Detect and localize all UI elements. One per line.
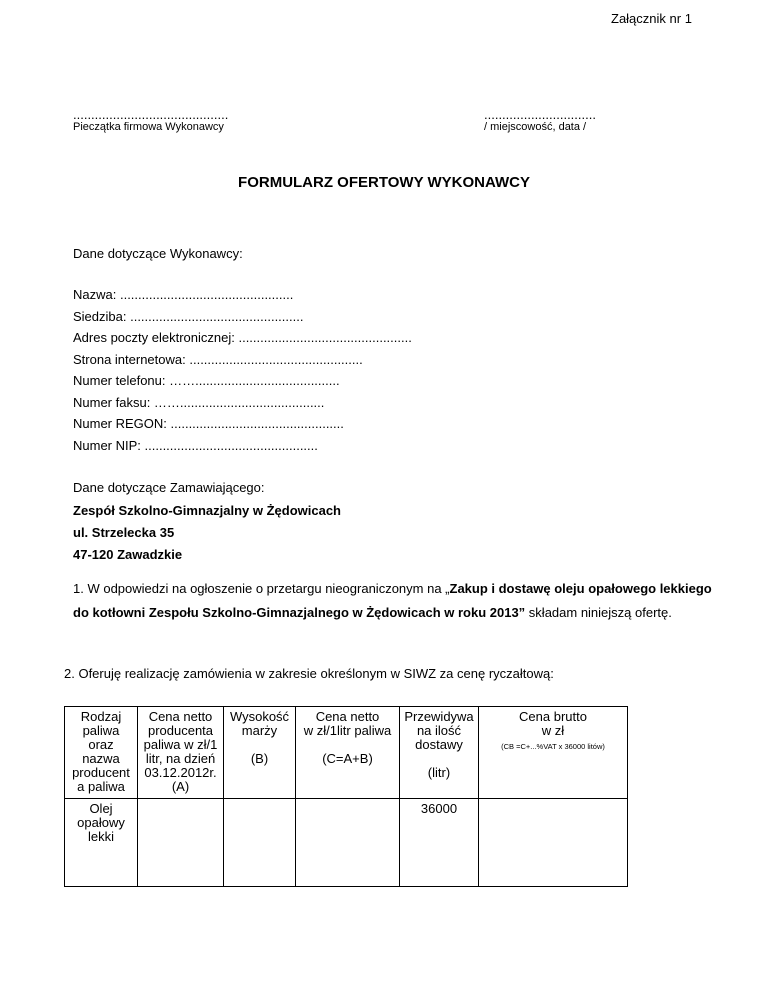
header-line: Cena netto <box>315 709 380 724</box>
field-dots: ……........................................ <box>153 395 325 410</box>
contractor-field-name <box>73 287 293 302</box>
field-label: Numer telefonu: <box>73 373 170 388</box>
stamp-label: Pieczątka firmowa Wykonawcy <box>73 121 224 133</box>
field-dots: ................................................ <box>189 352 363 367</box>
header-line: oraz <box>88 737 114 752</box>
cell-gross-price[interactable] <box>479 799 628 887</box>
field-label: Strona internetowa: <box>73 352 190 367</box>
point-2-text: 2. Oferuję realizację zamówienia w zakresie określonym w SIWZ za cenę ryczałtową: <box>64 666 554 681</box>
header-gross-price <box>479 707 628 799</box>
header-line: a paliwa <box>77 779 125 794</box>
field-label: Numer REGON: <box>73 416 171 431</box>
cell-net-price[interactable] <box>296 799 400 887</box>
table-row <box>65 799 628 887</box>
header-line: (litr) <box>427 765 451 780</box>
contractor-heading: Dane dotyczące Wykonawcy: <box>73 246 243 261</box>
header-line: dostawy <box>415 737 463 752</box>
client-city: 47-120 Zawadzkie <box>73 547 183 562</box>
gross-price-formula: (CB =C+...%VAT x 36000 litów) <box>501 742 605 751</box>
client-street: ul. Strzelecka 35 <box>73 525 175 540</box>
header-line: nazwa <box>82 751 120 766</box>
field-dots: ................................................ <box>130 309 304 324</box>
header-line: 03.12.2012r. <box>144 765 217 780</box>
point-1-subject: Zakup i dostawę oleju opałowego lekkiego do kotłowni Zespołu Szkolno-Gimnazjalnego w Żędowicach w roku 2013” <box>73 581 712 620</box>
field-label: Numer faksu: <box>73 395 154 410</box>
header-line: producent <box>72 765 130 780</box>
field-dots: ................................................ <box>170 416 344 431</box>
header-line: w zł <box>541 723 565 738</box>
cell-quantity: 36000 <box>400 799 479 887</box>
contractor-field-website <box>73 352 363 367</box>
table-header-row <box>65 707 628 799</box>
header-line: (C=A+B) <box>322 751 373 766</box>
contractor-field-fax <box>73 395 324 410</box>
header-line: Cena brutto <box>519 709 587 724</box>
header-quantity <box>400 707 479 799</box>
client-name: Zespół Szkolno-Gimnazjalny w Żędowicach <box>73 503 341 518</box>
point-1-suffix: składam niniejszą ofertę. <box>525 605 672 620</box>
header-net-price <box>296 707 400 799</box>
header-fuel-type <box>65 707 138 799</box>
field-dots: ................................................ <box>238 330 412 345</box>
header-line: Przewidywa <box>404 709 474 724</box>
contractor-field-regon <box>73 416 344 431</box>
offer-table <box>64 706 628 887</box>
field-label: Siedziba: <box>73 309 131 324</box>
place-date-label: / miejscowość, data / <box>484 121 587 133</box>
cell-producer-price[interactable] <box>138 799 224 887</box>
contractor-field-nip <box>73 438 318 453</box>
field-dots: ................................................ <box>144 438 318 453</box>
client-heading: Dane dotyczące Zamawiającego: <box>73 480 265 495</box>
header-producer-net-price <box>138 707 224 799</box>
field-label: Adres poczty elektronicznej: <box>73 330 239 345</box>
form-title: FORMULARZ OFERTOWY WYKONAWCY <box>238 174 530 191</box>
header-line: Cena netto <box>148 709 213 724</box>
contractor-field-phone <box>73 373 340 388</box>
header-line: na ilość <box>416 723 462 738</box>
field-dots: ……........................................ <box>169 373 340 388</box>
header-margin <box>224 707 296 799</box>
contractor-field-email <box>73 330 412 345</box>
header-line: (B) <box>250 751 269 766</box>
header-line: Wysokość <box>229 709 290 724</box>
header-line: producenta <box>147 723 214 738</box>
header-line: paliwa w zł/1 <box>143 737 218 752</box>
contractor-field-seat <box>73 309 303 324</box>
header-line: Rodzaj <box>80 709 122 724</box>
point-1-prefix: 1. W odpowiedzi na ogłoszenie o przetargu nieograniczonym na „ <box>73 581 450 596</box>
header-line: paliwa <box>82 723 120 738</box>
field-label: Numer NIP: <box>73 438 145 453</box>
place-date-dots: ............................... <box>484 107 596 122</box>
cell-fuel <box>65 799 138 887</box>
stamp-dots: ........................................... <box>73 107 229 122</box>
header-line: w zł/1litr paliwa <box>303 723 392 738</box>
point-1-paragraph <box>73 577 713 625</box>
cell-line: Olej <box>89 801 113 816</box>
attachment-number: Załącznik nr 1 <box>611 11 692 26</box>
header-line: litr, na dzień <box>145 751 216 766</box>
field-dots: ................................................ <box>119 287 294 302</box>
header-line: (A) <box>171 779 190 794</box>
cell-line: opałowy <box>77 815 125 830</box>
header-line: marży <box>241 723 278 738</box>
cell-line: lekki <box>87 829 114 844</box>
cell-margin[interactable] <box>224 799 296 887</box>
field-label: Nazwa: <box>73 287 120 302</box>
